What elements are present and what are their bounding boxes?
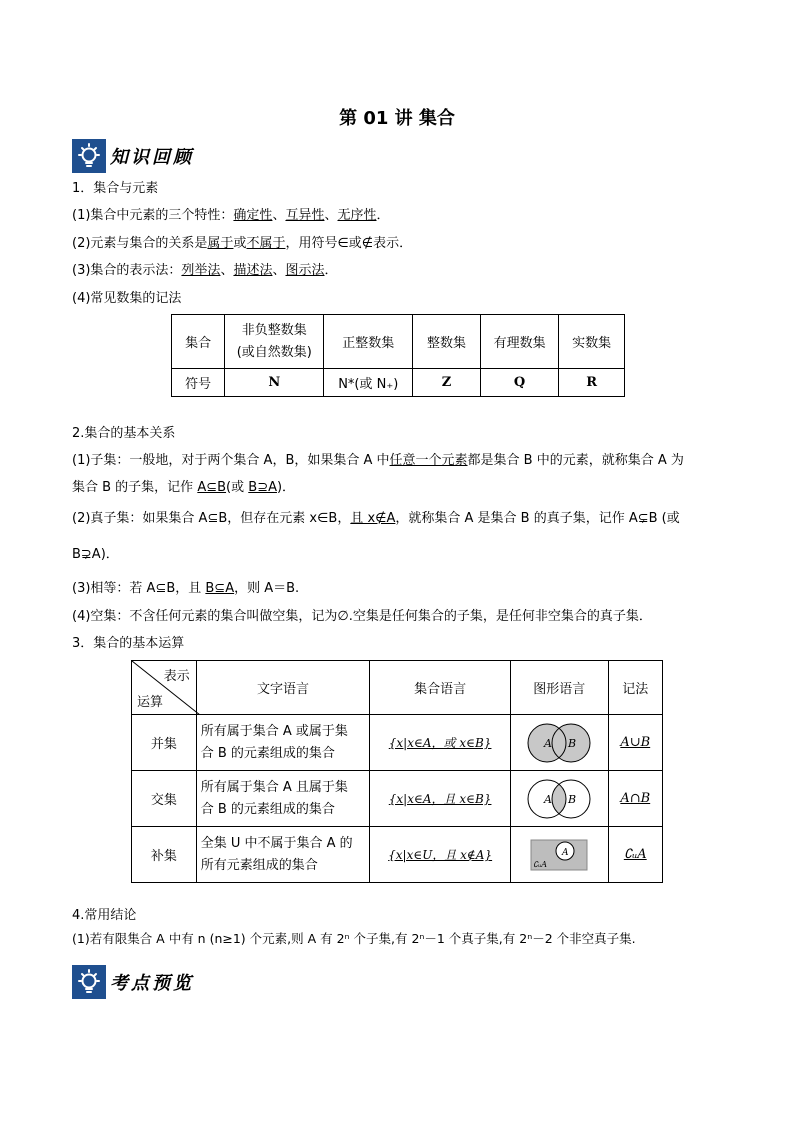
table-cell: 交集 bbox=[132, 771, 197, 827]
intersection-venn-diagram bbox=[517, 776, 601, 822]
lightbulb-icon bbox=[72, 965, 106, 999]
table-cell: 补集 bbox=[132, 827, 197, 883]
table-header: 整数集 bbox=[413, 315, 481, 369]
paragraph: (2)真子集：如果集合 A⊆B，但存在元素 x∈B，且 x∉A，就称集合 A 是集合 B 的真子集，记作 A⊊B (或 bbox=[72, 511, 680, 526]
section-banner-preview bbox=[72, 964, 194, 1000]
paragraph: (4)常见数集的记法 bbox=[72, 291, 182, 306]
table-header: 记法 bbox=[608, 661, 662, 715]
paragraph: B⊋A)． bbox=[72, 547, 119, 562]
table-header: 非负整数集 (或自然数集) bbox=[225, 315, 324, 369]
section-banner-review bbox=[72, 138, 194, 174]
table-header: 图形语言 bbox=[510, 661, 608, 715]
svg-text:B: B bbox=[568, 736, 577, 750]
table-header: 集合 bbox=[172, 315, 225, 369]
section-heading: 3．集合的基本运算 bbox=[72, 636, 185, 651]
table-cell: 所有属于集合 A 或属于集 合 B 的元素组成的集合 bbox=[196, 715, 370, 771]
paragraph: (4)空集：不含任何元素的集合叫做空集，记为∅.空集是任何集合的子集，是任何非空集合的真子集． bbox=[72, 609, 652, 624]
table-header: 有理数集 bbox=[480, 315, 558, 369]
table-header: 实数集 bbox=[559, 315, 625, 369]
table-header: 文字语言 bbox=[196, 661, 370, 715]
corner-label: 表示 bbox=[163, 669, 190, 684]
table-cell: A∪B bbox=[608, 715, 662, 771]
svg-text:∁ᵤA: ∁ᵤA bbox=[533, 859, 548, 869]
table-cell: {x|x∈A，且 x∈B} bbox=[370, 771, 511, 827]
page-title: 第 01 讲 集合 bbox=[339, 108, 455, 129]
paragraph: (3)相等：若 A⊆B，且 B⊆A，则 A＝B. bbox=[72, 581, 300, 596]
paragraph: (1)若有限集合 A 中有 n (n≥1) 个元素,则 A 有 2ⁿ 个子集,有 2ⁿ－1 个真子集,有 2ⁿ－2 个非空真子集. bbox=[72, 931, 636, 946]
section-heading: 4.常用结论 bbox=[72, 908, 137, 923]
table-cell: Z bbox=[413, 369, 481, 397]
number-sets-table bbox=[171, 314, 625, 397]
table-cell: 并集 bbox=[132, 715, 197, 771]
paragraph: (2)元素与集合的关系是属于或不属于，用符号∈或∉表示． bbox=[72, 236, 413, 251]
table-cell: ∁ᵤA bbox=[608, 827, 662, 883]
table-cell: N bbox=[225, 369, 324, 397]
table-cell bbox=[510, 771, 608, 827]
table-cell bbox=[510, 827, 608, 883]
union-venn-diagram bbox=[517, 720, 601, 766]
section-heading: 2.集合的基本关系 bbox=[72, 426, 176, 441]
paragraph: (1)集合中元素的三个特性：确定性、互异性、无序性． bbox=[72, 208, 390, 223]
section-heading: 1．集合与元素 bbox=[72, 181, 159, 196]
lightbulb-icon bbox=[72, 139, 106, 173]
banner-title: 知识回顾 bbox=[110, 147, 194, 168]
table-cell: N*(或 N₊) bbox=[324, 369, 413, 397]
table-cell: {x|x∈U，且 x∉A} bbox=[370, 827, 511, 883]
svg-text:B: B bbox=[568, 792, 577, 806]
table-header: 集合语言 bbox=[370, 661, 511, 715]
table-corner-cell bbox=[132, 661, 197, 715]
paragraph: (3)集合的表示法：列举法、描述法、图示法． bbox=[72, 263, 338, 278]
complement-venn-diagram bbox=[517, 832, 601, 878]
table-cell: Q bbox=[480, 369, 558, 397]
paragraph: (1)子集：一般地，对于两个集合 A，B，如果集合 A 中任意一个元素都是集合 B 中的元素，就称集合 A 为 bbox=[72, 453, 684, 468]
svg-text:A: A bbox=[544, 792, 553, 806]
table-cell: 符号 bbox=[172, 369, 225, 397]
table-cell: 全集 U 中不属于集合 A 的 所有元素组成的集合 bbox=[196, 827, 370, 883]
svg-text:A: A bbox=[544, 736, 553, 750]
svg-text:A: A bbox=[562, 847, 569, 858]
table-cell: A∩B bbox=[608, 771, 662, 827]
table-cell bbox=[510, 715, 608, 771]
table-cell: 所有属于集合 A 且属于集 合 B 的元素组成的集合 bbox=[196, 771, 370, 827]
set-operations-table bbox=[131, 660, 663, 883]
banner-title: 考点预览 bbox=[110, 973, 194, 994]
table-header: 正整数集 bbox=[324, 315, 413, 369]
corner-label: 运算 bbox=[137, 695, 164, 710]
table-cell: R bbox=[559, 369, 625, 397]
table-cell: {x|x∈A，或 x∈B} bbox=[370, 715, 511, 771]
paragraph: 集合 B 的子集，记作 A⊆B(或 B⊇A)． bbox=[72, 480, 296, 495]
